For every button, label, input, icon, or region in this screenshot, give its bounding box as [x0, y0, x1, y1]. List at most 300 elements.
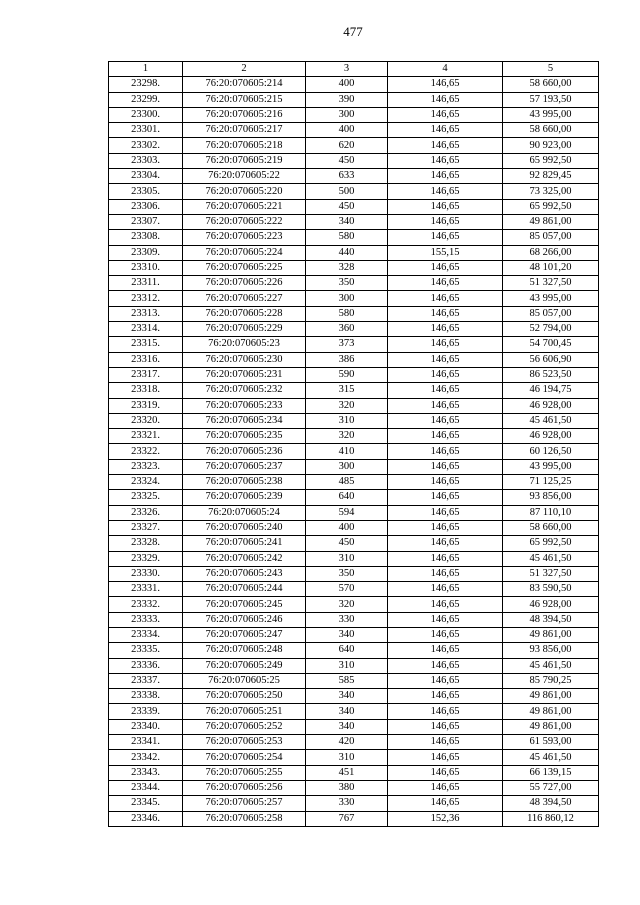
- rate-cell: 146,65: [388, 123, 503, 138]
- area-cell: 500: [306, 184, 388, 199]
- row-number-cell: 23328.: [109, 536, 183, 551]
- rate-cell: 146,65: [388, 566, 503, 581]
- table-row: [109, 214, 599, 229]
- column-header: 5: [503, 62, 599, 77]
- amount-cell: 68 266,00: [503, 245, 599, 260]
- rate-cell: 146,65: [388, 138, 503, 153]
- table-row: [109, 475, 599, 490]
- table-row: [109, 536, 599, 551]
- area-cell: 340: [306, 704, 388, 719]
- row-number-cell: 23340.: [109, 719, 183, 734]
- row-number-cell: 23312.: [109, 291, 183, 306]
- cadastral-number-cell: 76:20:070605:251: [183, 704, 306, 719]
- amount-cell: 51 327,50: [503, 276, 599, 291]
- table-row: [109, 199, 599, 214]
- cadastral-number-cell: 76:20:070605:257: [183, 796, 306, 811]
- amount-cell: 49 861,00: [503, 719, 599, 734]
- table-row: [109, 582, 599, 597]
- amount-cell: 57 193,50: [503, 92, 599, 107]
- row-number-cell: 23339.: [109, 704, 183, 719]
- amount-cell: 58 660,00: [503, 520, 599, 535]
- rate-cell: 146,65: [388, 765, 503, 780]
- row-number-cell: 23331.: [109, 582, 183, 597]
- rate-cell: 146,65: [388, 153, 503, 168]
- area-cell: 570: [306, 582, 388, 597]
- cadastral-number-cell: 76:20:070605:219: [183, 153, 306, 168]
- area-cell: 300: [306, 459, 388, 474]
- table-row: [109, 490, 599, 505]
- row-number-cell: 23343.: [109, 765, 183, 780]
- cadastral-number-cell: 76:20:070605:246: [183, 612, 306, 627]
- cadastral-number-cell: 76:20:070605:233: [183, 398, 306, 413]
- rate-cell: 146,65: [388, 704, 503, 719]
- cadastral-number-cell: 76:20:070605:236: [183, 444, 306, 459]
- row-number-cell: 23322.: [109, 444, 183, 459]
- table-row: [109, 77, 599, 92]
- area-cell: 310: [306, 551, 388, 566]
- row-number-cell: 23301.: [109, 123, 183, 138]
- cadastral-number-cell: 76:20:070605:225: [183, 260, 306, 275]
- amount-cell: 87 110,10: [503, 505, 599, 520]
- cadastral-number-cell: 76:20:070605:247: [183, 627, 306, 642]
- table-row: [109, 689, 599, 704]
- table-row: [109, 658, 599, 673]
- row-number-cell: 23333.: [109, 612, 183, 627]
- table-row: [109, 750, 599, 765]
- rate-cell: 146,65: [388, 582, 503, 597]
- column-header: 1: [109, 62, 183, 77]
- cadastral-number-cell: 76:20:070605:22: [183, 169, 306, 184]
- amount-cell: 58 660,00: [503, 77, 599, 92]
- cadastral-number-cell: 76:20:070605:24: [183, 505, 306, 520]
- cadastral-number-cell: 76:20:070605:228: [183, 306, 306, 321]
- row-number-cell: 23298.: [109, 77, 183, 92]
- cadastral-number-cell: 76:20:070605:222: [183, 214, 306, 229]
- row-number-cell: 23313.: [109, 306, 183, 321]
- rate-cell: 146,65: [388, 673, 503, 688]
- cadastral-number-cell: 76:20:070605:215: [183, 92, 306, 107]
- area-cell: 300: [306, 107, 388, 122]
- table-body: [109, 77, 599, 827]
- amount-cell: 85 790,25: [503, 673, 599, 688]
- amount-cell: 56 606,90: [503, 352, 599, 367]
- area-cell: 340: [306, 689, 388, 704]
- rate-cell: 146,65: [388, 199, 503, 214]
- rate-cell: 146,65: [388, 291, 503, 306]
- rate-cell: 146,65: [388, 276, 503, 291]
- row-number-cell: 23342.: [109, 750, 183, 765]
- table-row: [109, 153, 599, 168]
- cadastral-number-cell: 76:20:070605:216: [183, 107, 306, 122]
- amount-cell: 65 992,50: [503, 199, 599, 214]
- cadastral-number-cell: 76:20:070605:226: [183, 276, 306, 291]
- area-cell: 350: [306, 566, 388, 581]
- rate-cell: 146,65: [388, 184, 503, 199]
- table-row: [109, 429, 599, 444]
- table-row: [109, 276, 599, 291]
- area-cell: 640: [306, 490, 388, 505]
- cadastral-number-cell: 76:20:070605:235: [183, 429, 306, 444]
- table-header-row: [109, 62, 599, 77]
- cadastral-number-cell: 76:20:070605:23: [183, 337, 306, 352]
- row-number-cell: 23325.: [109, 490, 183, 505]
- amount-cell: 116 860,12: [503, 811, 599, 826]
- rate-cell: 146,65: [388, 551, 503, 566]
- cadastral-number-cell: 76:20:070605:256: [183, 780, 306, 795]
- amount-cell: 46 928,00: [503, 398, 599, 413]
- row-number-cell: 23319.: [109, 398, 183, 413]
- amount-cell: 61 593,00: [503, 735, 599, 750]
- row-number-cell: 23346.: [109, 811, 183, 826]
- area-cell: 633: [306, 169, 388, 184]
- data-table: [108, 61, 599, 827]
- amount-cell: 85 057,00: [503, 230, 599, 245]
- rate-cell: 146,65: [388, 352, 503, 367]
- cadastral-number-cell: 76:20:070605:255: [183, 765, 306, 780]
- cadastral-number-cell: 76:20:070605:218: [183, 138, 306, 153]
- rate-cell: 146,65: [388, 689, 503, 704]
- amount-cell: 71 125,25: [503, 475, 599, 490]
- row-number-cell: 23299.: [109, 92, 183, 107]
- area-cell: 330: [306, 796, 388, 811]
- row-number-cell: 23327.: [109, 520, 183, 535]
- area-cell: 310: [306, 658, 388, 673]
- rate-cell: 146,65: [388, 92, 503, 107]
- row-number-cell: 23308.: [109, 230, 183, 245]
- rate-cell: 146,65: [388, 459, 503, 474]
- cadastral-number-cell: 76:20:070605:245: [183, 597, 306, 612]
- area-cell: 330: [306, 612, 388, 627]
- amount-cell: 54 700,45: [503, 337, 599, 352]
- amount-cell: 66 139,15: [503, 765, 599, 780]
- column-header: 4: [388, 62, 503, 77]
- cadastral-number-cell: 76:20:070605:231: [183, 367, 306, 382]
- area-cell: 485: [306, 475, 388, 490]
- amount-cell: 58 660,00: [503, 123, 599, 138]
- rate-cell: 146,65: [388, 627, 503, 642]
- cadastral-number-cell: 76:20:070605:237: [183, 459, 306, 474]
- row-number-cell: 23336.: [109, 658, 183, 673]
- rate-cell: 146,65: [388, 214, 503, 229]
- area-cell: 320: [306, 429, 388, 444]
- amount-cell: 93 856,00: [503, 490, 599, 505]
- area-cell: 440: [306, 245, 388, 260]
- table-row: [109, 260, 599, 275]
- table-row: [109, 230, 599, 245]
- row-number-cell: 23330.: [109, 566, 183, 581]
- amount-cell: 43 995,00: [503, 291, 599, 306]
- cadastral-number-cell: 76:20:070605:242: [183, 551, 306, 566]
- table-row: [109, 704, 599, 719]
- amount-cell: 83 590,50: [503, 582, 599, 597]
- area-cell: 420: [306, 735, 388, 750]
- table-row: [109, 245, 599, 260]
- rate-cell: 146,65: [388, 398, 503, 413]
- cadastral-number-cell: 76:20:070605:221: [183, 199, 306, 214]
- area-cell: 310: [306, 413, 388, 428]
- table-row: [109, 551, 599, 566]
- area-cell: 767: [306, 811, 388, 826]
- area-cell: 585: [306, 673, 388, 688]
- row-number-cell: 23304.: [109, 169, 183, 184]
- row-number-cell: 23315.: [109, 337, 183, 352]
- row-number-cell: 23323.: [109, 459, 183, 474]
- table-row: [109, 413, 599, 428]
- rate-cell: 146,65: [388, 260, 503, 275]
- row-number-cell: 23329.: [109, 551, 183, 566]
- area-cell: 386: [306, 352, 388, 367]
- area-cell: 300: [306, 291, 388, 306]
- amount-cell: 43 995,00: [503, 459, 599, 474]
- table-row: [109, 138, 599, 153]
- area-cell: 373: [306, 337, 388, 352]
- area-cell: 320: [306, 398, 388, 413]
- cadastral-number-cell: 76:20:070605:254: [183, 750, 306, 765]
- area-cell: 390: [306, 92, 388, 107]
- table-row: [109, 383, 599, 398]
- rate-cell: 146,65: [388, 505, 503, 520]
- cadastral-number-cell: 76:20:070605:224: [183, 245, 306, 260]
- amount-cell: 55 727,00: [503, 780, 599, 795]
- rate-cell: 146,65: [388, 536, 503, 551]
- area-cell: 328: [306, 260, 388, 275]
- cadastral-number-cell: 76:20:070605:253: [183, 735, 306, 750]
- rate-cell: 146,65: [388, 169, 503, 184]
- area-cell: 310: [306, 750, 388, 765]
- row-number-cell: 23320.: [109, 413, 183, 428]
- column-header: 2: [183, 62, 306, 77]
- area-cell: 320: [306, 597, 388, 612]
- rate-cell: 155,15: [388, 245, 503, 260]
- table-row: [109, 597, 599, 612]
- amount-cell: 90 923,00: [503, 138, 599, 153]
- amount-cell: 51 327,50: [503, 566, 599, 581]
- rate-cell: 146,65: [388, 429, 503, 444]
- table-row: [109, 735, 599, 750]
- area-cell: 451: [306, 765, 388, 780]
- rate-cell: 146,65: [388, 735, 503, 750]
- row-number-cell: 23321.: [109, 429, 183, 444]
- cadastral-number-cell: 76:20:070605:230: [183, 352, 306, 367]
- cadastral-number-cell: 76:20:070605:250: [183, 689, 306, 704]
- rate-cell: 146,65: [388, 796, 503, 811]
- rate-cell: 146,65: [388, 230, 503, 245]
- amount-cell: 49 861,00: [503, 627, 599, 642]
- cadastral-number-cell: 76:20:070605:223: [183, 230, 306, 245]
- table-row: [109, 107, 599, 122]
- rate-cell: 146,65: [388, 306, 503, 321]
- page-number: 477: [343, 24, 363, 39]
- amount-cell: 92 829,45: [503, 169, 599, 184]
- row-number-cell: 23300.: [109, 107, 183, 122]
- table-row: [109, 520, 599, 535]
- amount-cell: 73 325,00: [503, 184, 599, 199]
- rate-cell: 146,65: [388, 658, 503, 673]
- area-cell: 340: [306, 214, 388, 229]
- row-number-cell: 23316.: [109, 352, 183, 367]
- amount-cell: 49 861,00: [503, 704, 599, 719]
- rate-cell: 146,65: [388, 520, 503, 535]
- area-cell: 580: [306, 230, 388, 245]
- area-cell: 580: [306, 306, 388, 321]
- cadastral-number-cell: 76:20:070605:238: [183, 475, 306, 490]
- row-number-cell: 23335.: [109, 643, 183, 658]
- rate-cell: 146,65: [388, 643, 503, 658]
- amount-cell: 48 394,50: [503, 612, 599, 627]
- rate-cell: 146,65: [388, 107, 503, 122]
- area-cell: 360: [306, 322, 388, 337]
- row-number-cell: 23305.: [109, 184, 183, 199]
- row-number-cell: 23311.: [109, 276, 183, 291]
- table-row: [109, 123, 599, 138]
- table-row: [109, 505, 599, 520]
- area-cell: 450: [306, 536, 388, 551]
- rate-cell: 146,65: [388, 780, 503, 795]
- row-number-cell: 23332.: [109, 597, 183, 612]
- row-number-cell: 23341.: [109, 735, 183, 750]
- cadastral-number-cell: 76:20:070605:214: [183, 77, 306, 92]
- area-cell: 400: [306, 123, 388, 138]
- table-row: [109, 444, 599, 459]
- row-number-cell: 23302.: [109, 138, 183, 153]
- rate-cell: 146,65: [388, 383, 503, 398]
- area-cell: 620: [306, 138, 388, 153]
- cadastral-number-cell: 76:20:070605:252: [183, 719, 306, 734]
- area-cell: 400: [306, 520, 388, 535]
- area-cell: 350: [306, 276, 388, 291]
- rate-cell: 146,65: [388, 612, 503, 627]
- table-row: [109, 627, 599, 642]
- amount-cell: 46 928,00: [503, 429, 599, 444]
- table-row: [109, 612, 599, 627]
- amount-cell: 65 992,50: [503, 153, 599, 168]
- rate-cell: 146,65: [388, 475, 503, 490]
- table-row: [109, 92, 599, 107]
- row-number-cell: 23334.: [109, 627, 183, 642]
- amount-cell: 48 394,50: [503, 796, 599, 811]
- area-cell: 340: [306, 719, 388, 734]
- area-cell: 380: [306, 780, 388, 795]
- table-row: [109, 306, 599, 321]
- table-row: [109, 169, 599, 184]
- table-row: [109, 673, 599, 688]
- table-row: [109, 643, 599, 658]
- amount-cell: 48 101,20: [503, 260, 599, 275]
- area-cell: 590: [306, 367, 388, 382]
- row-number-cell: 23303.: [109, 153, 183, 168]
- rate-cell: 146,65: [388, 444, 503, 459]
- rate-cell: 146,65: [388, 597, 503, 612]
- amount-cell: 45 461,50: [503, 551, 599, 566]
- row-number-cell: 23317.: [109, 367, 183, 382]
- table-row: [109, 796, 599, 811]
- row-number-cell: 23314.: [109, 322, 183, 337]
- cadastral-number-cell: 76:20:070605:234: [183, 413, 306, 428]
- rate-cell: 146,65: [388, 367, 503, 382]
- table-row: [109, 352, 599, 367]
- amount-cell: 85 057,00: [503, 306, 599, 321]
- table-row: [109, 459, 599, 474]
- amount-cell: 49 861,00: [503, 689, 599, 704]
- area-cell: 340: [306, 627, 388, 642]
- table-row: [109, 780, 599, 795]
- rate-cell: 152,36: [388, 811, 503, 826]
- table-row: [109, 184, 599, 199]
- row-number-cell: 23345.: [109, 796, 183, 811]
- row-number-cell: 23306.: [109, 199, 183, 214]
- amount-cell: 65 992,50: [503, 536, 599, 551]
- rate-cell: 146,65: [388, 413, 503, 428]
- cadastral-number-cell: 76:20:070605:244: [183, 582, 306, 597]
- rate-cell: 146,65: [388, 322, 503, 337]
- cadastral-number-cell: 76:20:070605:239: [183, 490, 306, 505]
- amount-cell: 46 194,75: [503, 383, 599, 398]
- table-row: [109, 337, 599, 352]
- rate-cell: 146,65: [388, 77, 503, 92]
- table-row: [109, 367, 599, 382]
- amount-cell: 86 523,50: [503, 367, 599, 382]
- row-number-cell: 23324.: [109, 475, 183, 490]
- table-row: [109, 398, 599, 413]
- row-number-cell: 23318.: [109, 383, 183, 398]
- rate-cell: 146,65: [388, 719, 503, 734]
- area-cell: 450: [306, 199, 388, 214]
- amount-cell: 45 461,50: [503, 658, 599, 673]
- table-row: [109, 719, 599, 734]
- amount-cell: 52 794,00: [503, 322, 599, 337]
- amount-cell: 49 861,00: [503, 214, 599, 229]
- amount-cell: 43 995,00: [503, 107, 599, 122]
- row-number-cell: 23338.: [109, 689, 183, 704]
- table-row: [109, 811, 599, 826]
- cadastral-number-cell: 76:20:070605:25: [183, 673, 306, 688]
- area-cell: 640: [306, 643, 388, 658]
- amount-cell: 45 461,50: [503, 413, 599, 428]
- cadastral-number-cell: 76:20:070605:232: [183, 383, 306, 398]
- table-row: [109, 291, 599, 306]
- table-row: [109, 566, 599, 581]
- cadastral-number-cell: 76:20:070605:217: [183, 123, 306, 138]
- amount-cell: 45 461,50: [503, 750, 599, 765]
- cadastral-number-cell: 76:20:070605:220: [183, 184, 306, 199]
- row-number-cell: 23309.: [109, 245, 183, 260]
- cadastral-number-cell: 76:20:070605:240: [183, 520, 306, 535]
- cadastral-number-cell: 76:20:070605:248: [183, 643, 306, 658]
- cadastral-number-cell: 76:20:070605:243: [183, 566, 306, 581]
- cadastral-number-cell: 76:20:070605:249: [183, 658, 306, 673]
- amount-cell: 46 928,00: [503, 597, 599, 612]
- table-row: [109, 322, 599, 337]
- row-number-cell: 23326.: [109, 505, 183, 520]
- rate-cell: 146,65: [388, 490, 503, 505]
- amount-cell: 93 856,00: [503, 643, 599, 658]
- row-number-cell: 23344.: [109, 780, 183, 795]
- area-cell: 450: [306, 153, 388, 168]
- cadastral-number-cell: 76:20:070605:229: [183, 322, 306, 337]
- row-number-cell: 23307.: [109, 214, 183, 229]
- area-cell: 400: [306, 77, 388, 92]
- cadastral-number-cell: 76:20:070605:227: [183, 291, 306, 306]
- rate-cell: 146,65: [388, 337, 503, 352]
- cadastral-number-cell: 76:20:070605:241: [183, 536, 306, 551]
- area-cell: 315: [306, 383, 388, 398]
- row-number-cell: 23337.: [109, 673, 183, 688]
- area-cell: 594: [306, 505, 388, 520]
- table-row: [109, 765, 599, 780]
- area-cell: 410: [306, 444, 388, 459]
- rate-cell: 146,65: [388, 750, 503, 765]
- column-header: 3: [306, 62, 388, 77]
